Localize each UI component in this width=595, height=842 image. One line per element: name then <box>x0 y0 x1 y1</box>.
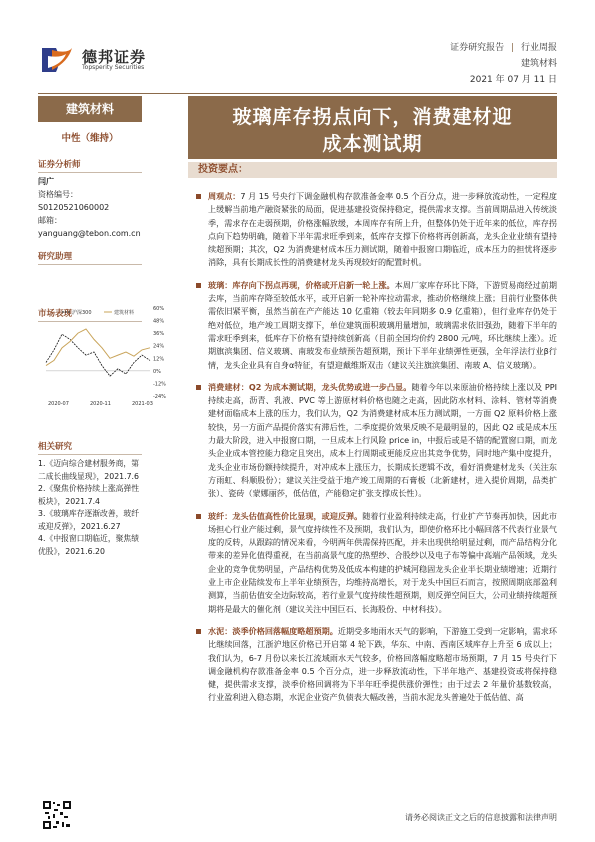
x-tick-label: 2021-03 <box>132 401 153 407</box>
logo-subtitle: Topsperity Securities <box>82 64 145 71</box>
sidebar <box>38 96 142 322</box>
key-points-label: 投资要点： <box>188 162 557 178</box>
analyst-cert: 资格编号：S0120521060002 <box>38 190 110 212</box>
paragraph-cement <box>196 625 557 705</box>
report-kind: 行业周报 <box>520 43 557 53</box>
paragraph-consumer-materials <box>196 381 557 501</box>
market-heading: 市场表现 <box>38 307 142 322</box>
company-logo <box>38 44 188 76</box>
analyst-email[interactable]: 邮箱：yanguang@tebon.com.cn <box>38 216 141 238</box>
bullet-icon <box>196 283 201 288</box>
report-type: 证券研究报告 <box>450 43 505 53</box>
report-body <box>196 190 557 714</box>
y-tick-label: -12% <box>153 381 166 388</box>
y-tick-label: 36% <box>153 331 165 338</box>
paragraph-text: 近期受多地雨水天气的影响，下游施工受到一定影响，需求环比继续回落，江浙沪地区价格已开启第 4 轮下跌，华东、中南、西南区域库存上升至 6 成以上；我们认为，6-7 月份以来长江流域雨水天气较多，价格回落幅度略超市场预期，7 月 15 号央行下调金融机构存款准备金率 0.5 个百分点，进一步释放流动性，下半年地产、基建投资或将保持稳健，提供需求支撑，淡季价格回调将为下半年旺季提供涨价弹性；由于过去 2 年量价基数较高，行业盈利进入稳态期，水泥企业资产负债表大幅改善，当前水泥龙头普遍处于低估值、高 <box>208 625 557 703</box>
bullet-icon <box>196 514 201 519</box>
y-tick-label: -24% <box>153 394 166 400</box>
rating: 中性（维持） <box>61 133 119 144</box>
paragraph-lead: 周观点： <box>208 191 241 201</box>
paragraph-glass-fiber <box>196 510 557 616</box>
qr-code-icon <box>42 800 72 830</box>
x-tick-label: 2020-11 <box>90 401 111 407</box>
industry-title: 建筑材料 <box>38 96 142 122</box>
paragraph-lead: 玻纤：龙头估值高性价比显现，或迎反弹。 <box>208 510 363 521</box>
series-line-1 <box>46 329 150 366</box>
related-research <box>38 426 142 558</box>
analyst-heading: 证券分析师 <box>38 158 142 173</box>
paragraph-weekly-view <box>196 190 557 270</box>
related-item[interactable]: 4.《中报窗口期临近，聚焦绩优股》，2021.6.20 <box>38 534 140 556</box>
report-date: 2021 年 07 月 11 日 <box>469 75 557 85</box>
analyst-name: 闫广 <box>38 177 54 186</box>
legend-label: 沪深300 <box>72 310 92 316</box>
y-tick-label: 60% <box>153 306 165 312</box>
report-meta <box>450 40 557 88</box>
related-list <box>38 458 142 558</box>
y-tick-label: 24% <box>153 343 165 350</box>
series-line-0 <box>46 334 150 376</box>
y-tick-label: 12% <box>153 356 165 363</box>
report-title-line2: 成本测试期 <box>322 133 423 155</box>
paragraph-text: 本周厂家库存环比下降，下游贸易商经过前期去库，当前库存降至较低水平，或开启新一轮补库拉动需求，推动价格继续上涨；目前行业整体供需依旧紧平衡，虽然当前在产产能达 10 亿重箱（较去年同期多 0.9 亿重箱），但行业库存仍处于绝对低位，地产竣工周期支撑下，单位建筑面积玻璃用量增加，玻璃需求依旧强劲，随着下半年的需求旺季到来，低库存下价格有望持续创新高（目前全国均价约 2800 元/吨，环比继续上涨）。近期旗滨集团、信义玻璃、南玻发布业绩预告超预期，预计下半年业绩弹性更强，全年浮法行业β行情，龙头企业具有自身α特征，有望迎戴维斯双击（建议关注旗滨集团、南玻 A、信义玻璃）。 <box>208 279 557 370</box>
header-divider <box>38 93 557 94</box>
related-item[interactable]: 2.《聚焦价格持续上涨高弹性板块》，2021.7.4 <box>38 484 140 506</box>
analyst-info <box>38 175 142 240</box>
paragraph-lead: 玻璃：库存向下拐点再现，价格或开启新一轮上涨。 <box>208 279 395 290</box>
logo-name: 德邦证券 <box>82 48 147 66</box>
report-title-line1: 玻璃库存拐点向下，消费建材迎 <box>232 106 513 128</box>
title-band <box>188 96 557 159</box>
bullet-icon <box>196 385 201 390</box>
paragraph-lead: 水泥：淡季价格回落幅度略超预期。 <box>208 625 338 636</box>
legend-label: 建筑材料 <box>114 310 135 316</box>
report-type-line <box>450 40 557 56</box>
assistant-heading: 研究助理 <box>38 250 142 265</box>
x-tick-label: 2020-07 <box>48 401 69 407</box>
paragraph-text: 随着今年以来原油价格持续上涨以及 PPI 持续走高，沥青、乳液、PVC 等上游原材料价格也随之走高，因此防水材料、涂料、管材等消费建材面临成本上涨的压力，我们认为，Q2 为消费建材成本压力测试期，一方面 Q2 原料价格上涨较快，另一方面产品提价落实有滞后性，二季度提价效果反映不是最明显的，因此 Q2 或是成本压力最大阶段，进入中报窗口期，一旦成本上行风险 price in，中报后或是不错的配置窗口期，而龙头企业成本管控能力稳定且突出，成本上行周期或更能反应出其竞争优势，同时地产集中度提升，龙头企业市场份额持续提升，对冲成本上涨压力，长期成长逻辑不改，看好消费建材龙头（关注东方雨虹、科顺股份）；建议关注受益于地产竣工周期的石膏板（北新建材，进入提价周期，品类扩张）、瓷砖（蒙娜丽莎，低估值，产能稳定扩张支撑成长性）。 <box>208 381 557 499</box>
bullet-icon <box>196 194 201 199</box>
report-separator: | <box>511 43 515 53</box>
y-tick-label: 48% <box>153 318 165 325</box>
logo-icon <box>38 44 76 76</box>
market-chart <box>38 300 178 410</box>
paragraph-text: 随着行业盈利持续走高，行业扩产节奏再加快，因此市场担心行业产能过剩，景气度持续性不及预期，我们认为，即使价格环比小幅回落不代表行业景气度的反转，从跟踪的情况来看，今明两年供需保持匹配，并未出现供给明显过剩，而产品结构分化带来的差异化值得重视，在当前高景气度的热塑纱、合股纱以及电子布等偏中高端产品领域，龙头企业的竞争优势明显，产品结构优势及低成本构建的护城河稳固龙头企业半长期业绩增速；近期行业上市企业陆续发布上半年业绩预告，均维持高增长，对于龙头中国巨石而言，按照周期底部盈利测算，当前估值安全边际较高，若行业景气度持续性超预期，则反弹空间巨大，公司业绩持续超预期将是最大的催化剂（建议关注中国巨石、长海股份、中材科技）。 <box>208 510 557 614</box>
y-tick-label: 0% <box>153 368 161 375</box>
related-heading: 相关研究 <box>38 440 142 455</box>
bullet-icon <box>196 629 201 634</box>
report-sector: 建筑材料 <box>520 59 557 69</box>
paragraph-glass <box>196 279 557 372</box>
paragraph-lead: 消费建材：Q2 为成本测试期，龙头优势或进一步凸显。 <box>208 381 412 392</box>
footer-disclaimer: 请务必阅读正文之后的信息披露和法律声明 <box>405 813 557 822</box>
related-item[interactable]: 3.《玻璃库存逐渐改善，玻纤或迎反弹》，2021.6.27 <box>38 509 140 531</box>
paragraph-text: 7 月 15 号央行下调金融机构存款准备金率 0.5 个百分点，进一步释放流动性，一定程度上缓解当前地产融资紧张的局面，促进基建投资保持稳定，提供需求支撑。当前周期品进入传统淡季，需求存在走弱预期，价格涨幅放缓，本周库存有所上升，但整体仍处于近年来的低位，库存拐点向下趋势明确，随着下半年需求旺季到来，低库存支撑下价格将再创新高，龙头企业业绩有望持续超预期；其次，Q2 为消费建材成本压力测试期，随着中报窗口期临近，成本压力的担忧将逐步消除，具有长期成长性的消费建材龙头再现较好的配置时机。 <box>208 191 557 268</box>
related-item[interactable]: 1.《迈向综合建材服务商，第二成长曲线显现》，2021.7.6 <box>38 459 140 481</box>
